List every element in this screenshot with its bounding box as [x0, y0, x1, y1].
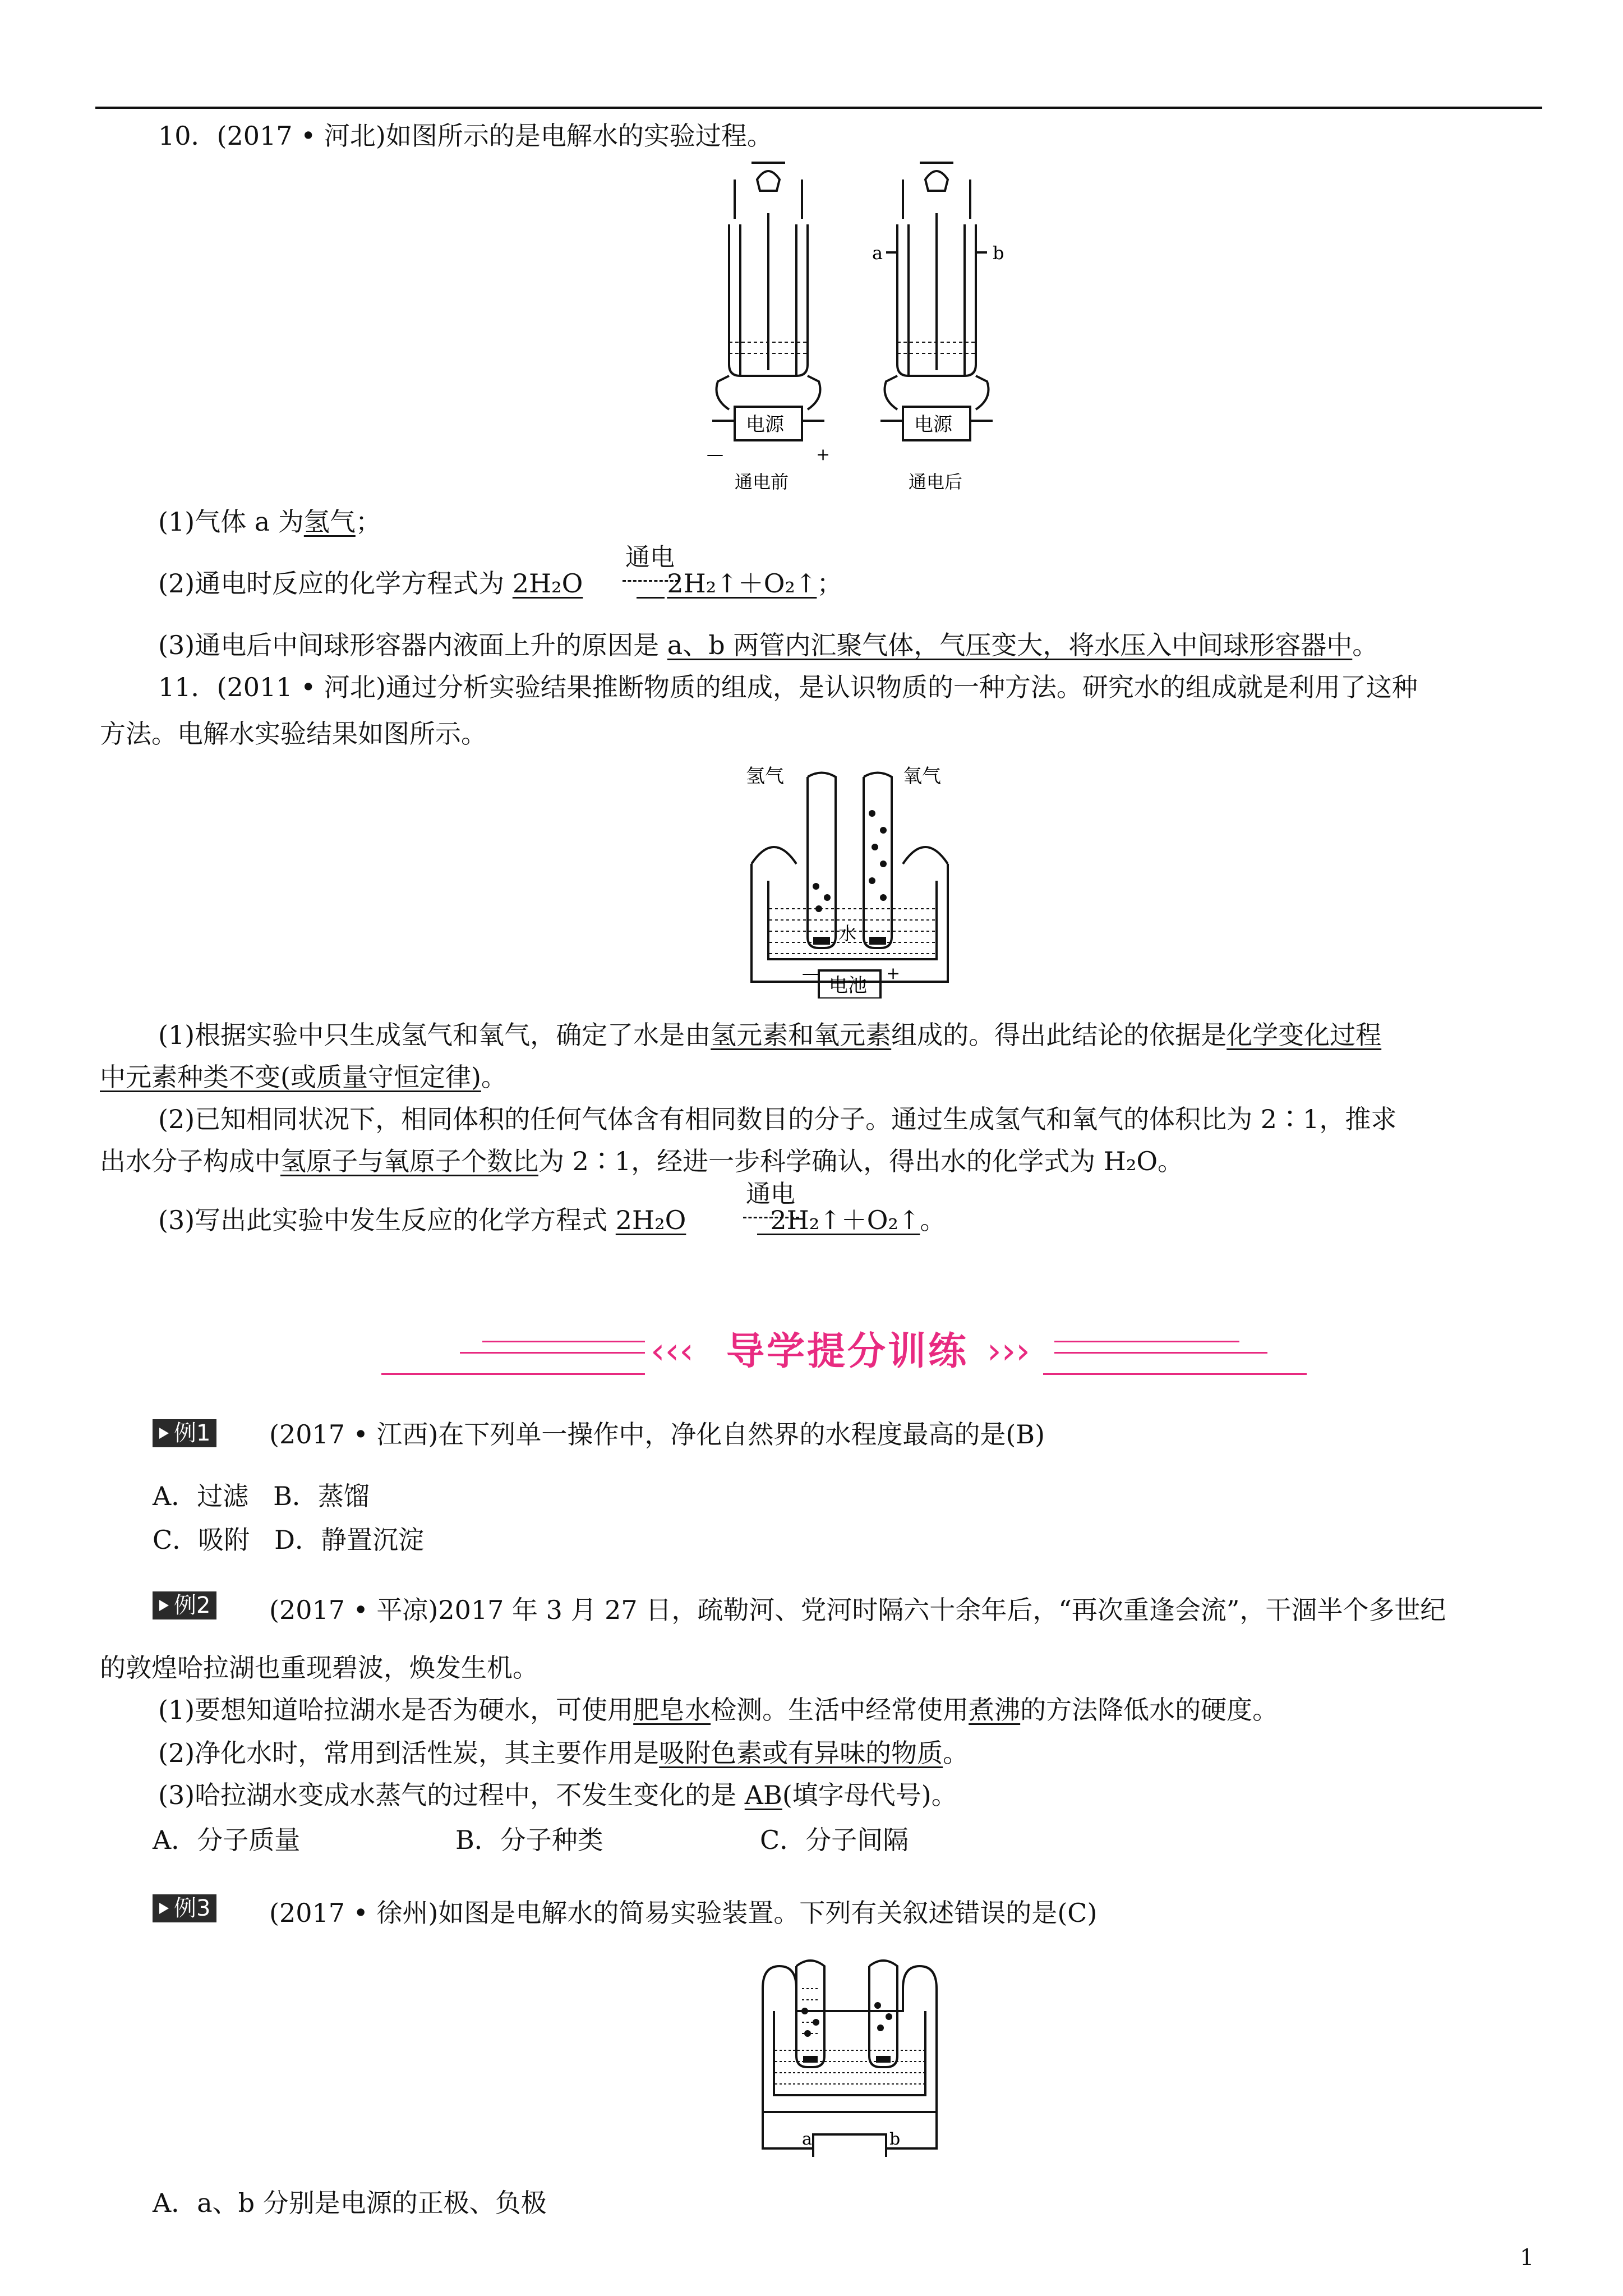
q10-label-plus-left: +	[816, 445, 831, 464]
q11-label-battery: 电池	[829, 974, 867, 997]
q11-part1-line2: 中元素种类不变(或质量守恒定律)。	[100, 1062, 507, 1092]
ex2-part2: (2)净化水时，常用到活性炭，其主要作用是吸附色素或有异味的物质。	[158, 1738, 969, 1768]
example-3-tag: 例3	[153, 1894, 216, 1922]
q11-eq-left: 2H₂O	[615, 1205, 686, 1235]
q11-stem-line1: 11．(2011 • 河北)通过分析实验结果推断物质的组成，是认识物质的一种方法。研究水的组成就是利用了这种	[158, 672, 1418, 702]
ex2-answer4: AB	[744, 1780, 782, 1810]
ex3-option-a: A．a、b 分别是电源的正极、负极	[153, 2188, 547, 2218]
q11-label-plus: +	[886, 964, 901, 983]
ex2-option-b: B．分子种类	[455, 1825, 603, 1855]
ex1-options-line1: A．过滤 B．蒸馏	[153, 1481, 370, 1511]
q10-electrolysis-figure	[673, 157, 1038, 505]
banner-left-arrows: ‹‹‹	[651, 1331, 694, 1372]
ex2-option-c: C．分子间隔	[760, 1825, 909, 1855]
q10-stem: 10．(2017 • 河北)如图所示的是电解水的实验过程。	[158, 121, 773, 151]
ex2-answer1: 肥皂水	[633, 1695, 711, 1725]
ex2-option-a: A．分子质量	[153, 1825, 301, 1855]
section-banner	[381, 1329, 1307, 1391]
ex3-electrolysis-figure	[757, 1955, 942, 2157]
q10-answer3: a、b 两管内汇聚气体，气压变大，将水压入中间球形容器中	[667, 630, 1353, 660]
q11-label-minus: —	[802, 964, 819, 983]
ex3-label-a: a	[802, 2129, 812, 2149]
ex1-options-line2: C．吸附 D．静置沉淀	[153, 1525, 424, 1555]
q11-answer2b: 中元素种类不变(或质量守恒定律)	[100, 1062, 481, 1092]
ex2-answer2: 煮沸	[969, 1695, 1021, 1725]
q10-part2: (2)通电时反应的化学方程式为 2H₂O 2H₂↑＋O₂↑；	[158, 568, 843, 599]
q10-label-minus-left: —	[707, 445, 723, 464]
q10-part3: (3)通电后中间球形容器内液面上升的原因是 a、b 两管内汇聚气体，气压变大，将水压入中间球形容器中。	[158, 630, 1378, 660]
q11-part2-line2: 出水分子构成中氢原子与氧原子个数比为 2∶1，经进一步科学确认，得出水的化学式为 H₂O。	[100, 1146, 1184, 1176]
page-number: 1	[1520, 2245, 1534, 2271]
q11-stem-line2: 方法。电解水实验结果如图所示。	[100, 719, 487, 749]
q10-answer1: 氢气	[303, 507, 356, 537]
q10-label-power-right: 电源	[914, 413, 952, 436]
banner-title: 导学提分训练	[726, 1329, 969, 1374]
q11-answer3: 氢原子与氧原子个数比	[280, 1146, 538, 1176]
q11-label-water: 水	[838, 923, 857, 944]
ex2-answer3: 吸附色素或有异味的物质	[659, 1738, 943, 1768]
q10-label-a: a	[872, 242, 883, 264]
ex1-stem: (2017 • 江西)在下列单一操作中，净化自然界的水程度最高的是(B)	[269, 1419, 1045, 1450]
ex3-stem: (2017 • 徐州)如图是电解水的简易实验装置。下列有关叙述错误的是(C)	[269, 1898, 1098, 1928]
q11-label-h2: 氢气	[746, 765, 784, 788]
q10-caption-before: 通电前	[735, 471, 789, 493]
ex2-part1: (1)要想知道哈拉湖水是否为硬水，可使用肥皂水检测。生活中经常使用煮沸的方法降低水的硬度。	[158, 1695, 1279, 1725]
q10-caption-after: 通电后	[909, 471, 963, 493]
q10-eq-left: 2H₂O	[512, 568, 583, 599]
q11-answer2a: 化学变化过程	[1227, 1020, 1382, 1050]
q11-part1-line1: (1)根据实验中只生成氢气和氧气，确定了水是由氢元素和氧元素组成的。得出此结论的依据是化学变化过程	[158, 1020, 1382, 1050]
q11-answer1: 氢元素和氧元素	[711, 1020, 892, 1050]
header-rule	[95, 107, 1542, 109]
q11-electrolysis-figure	[723, 757, 976, 999]
q11-part3: (3)写出此实验中发生反应的化学方程式 2H₂O 2H₂↑＋O₂↑。	[158, 1205, 946, 1235]
ex3-label-b: b	[889, 2129, 901, 2149]
ex2-stem-line2: 的敦煌哈拉湖也重现碧波，焕发生机。	[100, 1653, 538, 1683]
q10-label-b: b	[993, 242, 1004, 264]
ex2-stem-line1: (2017 • 平凉)2017 年 3 月 27 日，疏勒河、党河时隔六十余年后，“再次重逢会流”，干涸半个多世纪	[269, 1595, 1446, 1625]
banner-right-arrows: ›››	[987, 1331, 1030, 1372]
example-2-tag: 例2	[153, 1591, 216, 1619]
q11-part2-line1: (2)已知相同状况下，相同体积的任何气体含有相同数目的分子。通过生成氢气和氧气的体积比为 2∶1，推求	[158, 1104, 1397, 1134]
q10-label-power-left: 电源	[746, 413, 784, 436]
q10-part1: (1)气体 a 为氢气；	[158, 507, 381, 537]
q11-label-o2: 氧气	[903, 765, 941, 788]
ex2-part3: (3)哈拉湖水变成水蒸气的过程中，不发生变化的是 AB(填字母代号)。	[158, 1780, 957, 1810]
example-1-tag: 例1	[153, 1419, 216, 1447]
q10-eq-right: 2H₂↑＋O₂↑	[667, 568, 817, 599]
q11-eq-right: 2H₂↑＋O₂↑	[770, 1205, 920, 1235]
